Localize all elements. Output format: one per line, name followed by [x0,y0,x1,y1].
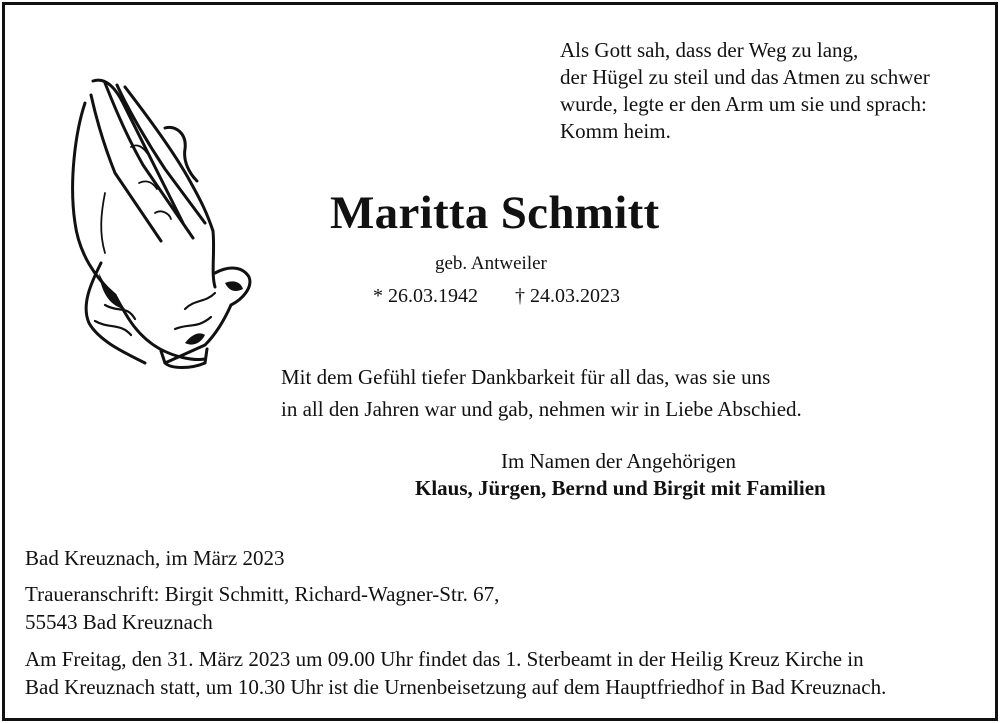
mourning-address-city: 55543 Bad Kreuznach [25,610,213,634]
gratitude-line: Mit dem Gefühl tiefer Dankbarkeit für all das, was sie uns [281,365,771,389]
service-line: Bad Kreuznach statt, um 10.30 Uhr ist die Urnenbeisetzung auf dem Hauptfriedhof in Bad Kreuznach. [25,675,887,699]
service-info [25,645,886,701]
deceased-name: Maritta Schmitt [330,187,660,239]
death-date: † 24.03.2023 [515,285,620,307]
poem-line: wurde, legte er den Arm um sie und sprach: [560,92,927,116]
birth-date: * 26.03.1942 [373,285,478,307]
praying-hands-icon [65,73,255,373]
maiden-name: geb. Antweiler [435,253,547,274]
signature-family: Klaus, Jürgen, Bernd und Birgit mit Familien [415,476,826,500]
place-date: Bad Kreuznach, im März 2023 [25,546,285,570]
service-line: Am Freitag, den 31. März 2023 um 09.00 Uhr findet das 1. Sterbeamt in der Heilig Kreuz Kirche in [25,647,864,671]
signature-intro: Im Namen der Angehörigen [501,449,737,473]
gratitude-line: in all den Jahren war und gab, nehmen wir in Liebe Abschied. [281,397,802,421]
obituary-frame [2,2,998,721]
poem [560,37,930,145]
poem-line: Als Gott sah, dass der Weg zu lang, [560,38,859,62]
poem-line: der Hügel zu steil und das Atmen zu schwer [560,65,930,89]
poem-line: Komm heim. [560,119,671,143]
mourning-address: Traueranschrift: Birgit Schmitt, Richard-Wagner-Str. 67, [25,582,500,606]
gratitude-text [281,361,802,425]
